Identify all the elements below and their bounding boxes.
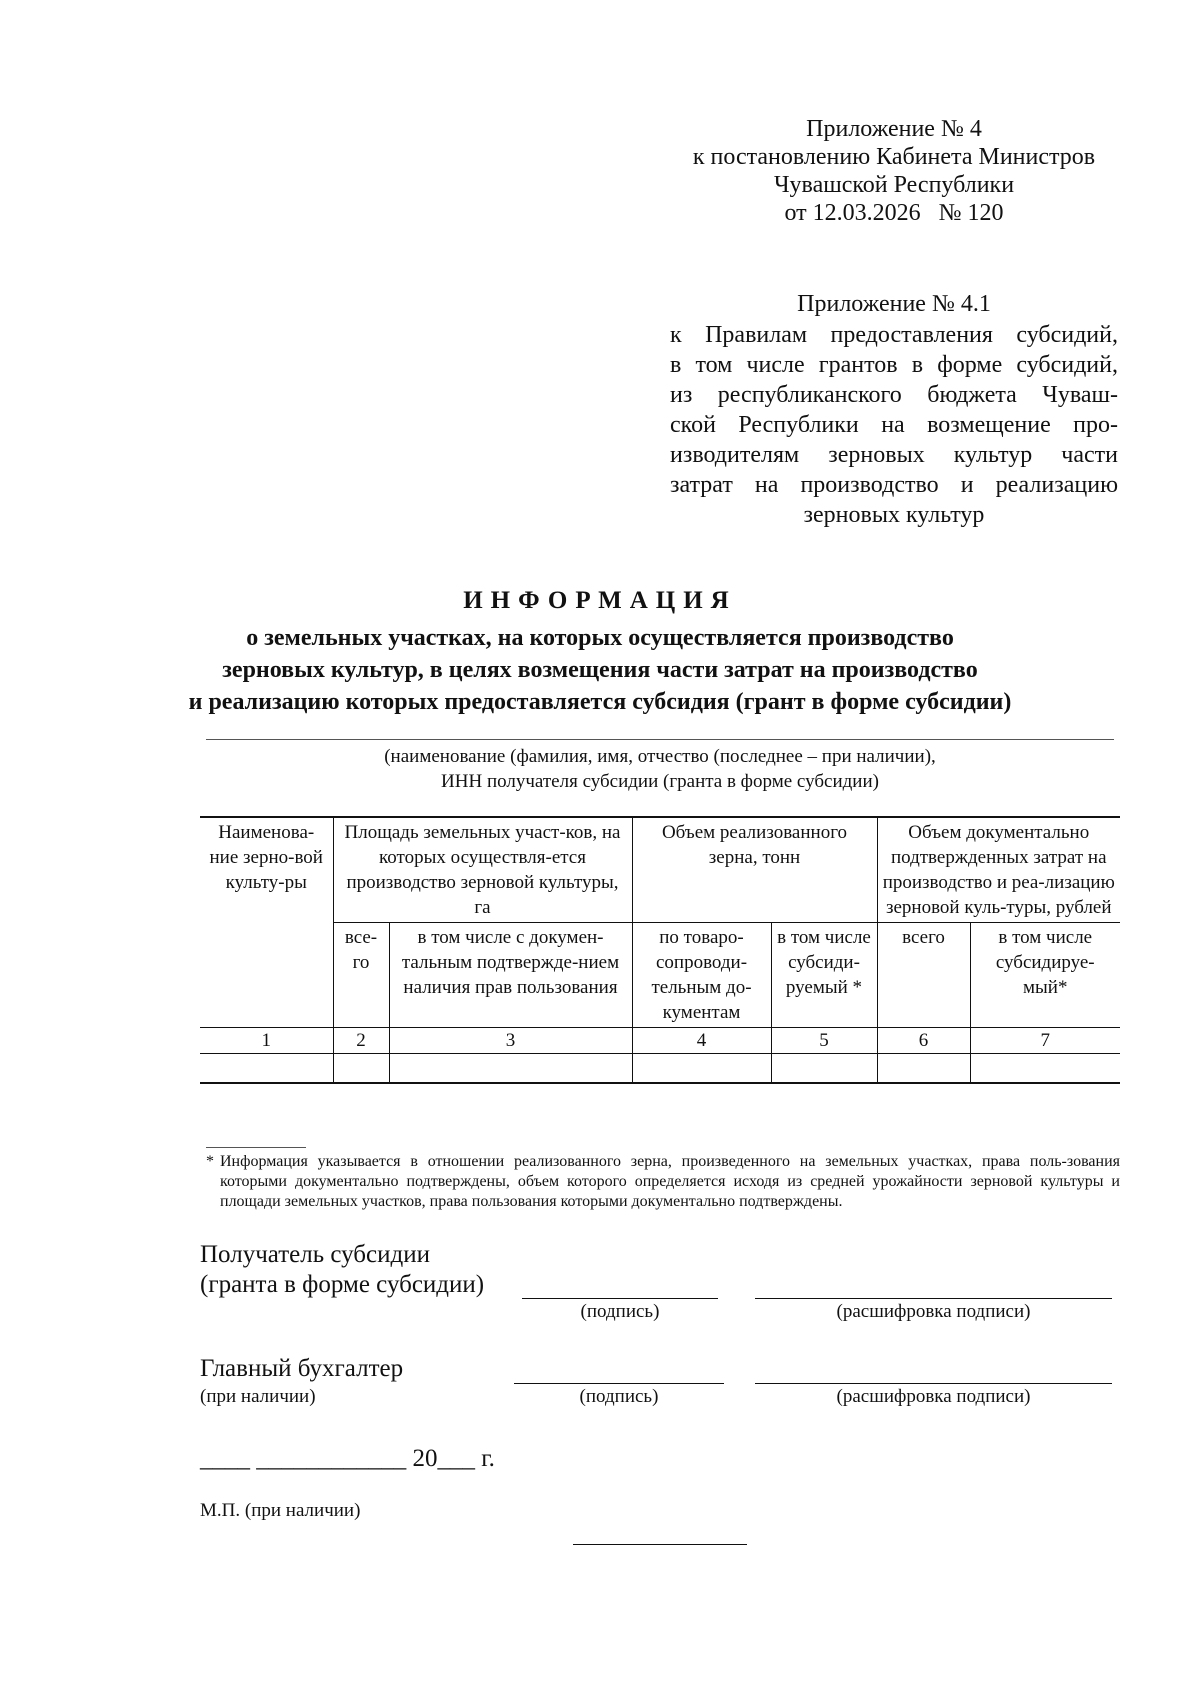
column-number: 1 [200,1028,333,1054]
appendix-4-1-title: Приложение № 4.1 [797,291,991,317]
appendix-4-1-line: изводителям зерновых культур части [670,442,1118,468]
table-cell[interactable] [200,1054,333,1084]
table-cell[interactable] [632,1054,771,1084]
appendix-4-date-number: от 12.03.2026 № 120 [784,200,1004,226]
accountant-decoding-field[interactable] [755,1383,1112,1384]
header-costs-subsidized: в том числе субсидируе-мый* [970,923,1120,1028]
signature-caption: (подпись) [580,1301,660,1322]
table-row [200,1054,1120,1084]
table-cell[interactable] [333,1054,389,1084]
appendix-4-title: Приложение № 4 [806,116,982,142]
column-number: 3 [389,1028,632,1054]
header-area-total: все-го [333,923,389,1028]
column-number: 4 [632,1028,771,1054]
decoding-caption: (расшифровка подписи) [836,1386,1031,1407]
document-subtitle [150,622,1050,718]
recipient-signature-field[interactable] [522,1298,718,1299]
table-cell[interactable] [877,1054,970,1084]
recipient-label-line: Получатель субсидии [200,1241,430,1268]
document-title: ИНФОРМАЦИЯ [463,587,737,614]
table-cell[interactable] [771,1054,877,1084]
appendix-4-1-line: к Правилам предоставления субсидий, [670,322,1118,348]
subtitle-line: о земельных участках, на которых осуществляется производство [246,625,954,651]
recipient-label [200,1240,484,1300]
caption-line: ИНН получателя субсидии (гранта в форме субсидии) [441,771,879,792]
appendix-4-resolution: к постановлению Кабинета Министров [692,144,1096,170]
appendix-4-republic: Чувашской Республики [773,172,1015,198]
header-costs-group: Объем документально подтвержденных затрат на производство и реа-лизацию зерновой куль-туры, рублей [877,817,1120,923]
subtitle-line: зерновых культур, в целях возмещения части затрат на производство [222,657,978,683]
column-number: 5 [771,1028,877,1054]
appendix-4-1-line: из республиканского бюджета Чуваш- [670,382,1118,408]
header-volume-docs: по товаро-сопроводи-тельным до-кументам [632,923,771,1028]
accountant-label: Главный бухгалтер [200,1355,404,1382]
decoding-caption: (расшифровка подписи) [836,1301,1031,1322]
appendix-4-block [660,115,1128,227]
header-volume-group: Объем реализованного зерна, тонн [632,817,877,923]
signature-caption: (подпись) [579,1386,659,1407]
header-crop-name: Наименова-ние зерно-вой культу-ры [200,817,333,1028]
header-area-group: Площадь земельных участ-ков, на которых осуществля-ется производство зерновой культуры, га [333,817,632,923]
footnote-marker: * [206,1153,214,1170]
appendix-4-1-line: затрат на производство и реализацию [670,472,1118,498]
table-cell[interactable] [389,1054,632,1084]
column-number: 7 [970,1028,1120,1054]
column-number: 6 [877,1028,970,1054]
recipient-name-field[interactable] [206,739,1114,740]
table-cell[interactable] [970,1054,1120,1084]
info-table [200,816,1120,1084]
footnote-divider [206,1147,306,1148]
caption-line: (наименование (фамилия, имя, отчество (последнее – при наличии), [384,746,936,767]
appendix-4-1-line: в том числе грантов в форме субсидий, [670,352,1118,378]
column-number: 2 [333,1028,389,1054]
header-volume-subsidized: в том числе субсиди-руемый * [771,923,877,1028]
header-costs-total: всего [877,923,970,1028]
footnote [206,1152,1120,1212]
recipient-name-caption [206,744,1114,794]
recipient-label-line: (гранта в форме субсидии) [200,1271,485,1298]
bottom-line [573,1544,747,1545]
appendix-4-1-line: ской Республики на возмещение про- [670,412,1118,438]
recipient-decoding-field[interactable] [755,1298,1112,1299]
appendix-4-1-last-line: зерновых культур [803,502,985,528]
header-area-docs: в том числе с докумен-тальным подтвержде-нием наличия прав пользования [389,923,632,1028]
accountant-signature-field[interactable] [514,1383,724,1384]
footnote-text: Информация указывается в отношении реализованного зерна, произведенного на земельных участках, права поль-зования которыми документально подтверждены, объем которого определяется исходя из средней урожайности зерновой культуры и площади земельных участков, права пользования которыми документально подтверждены. [220,1153,1120,1210]
appendix-4-1-body [670,320,1118,500]
stamp-note: М.П. (при наличии) [200,1500,361,1521]
subtitle-line: и реализацию которых предоставляется субсидия (грант в форме субсидии) [188,689,1012,715]
accountant-note: (при наличии) [200,1386,316,1407]
date-field[interactable]: ____ ____________ 20___ г. [200,1445,495,1472]
